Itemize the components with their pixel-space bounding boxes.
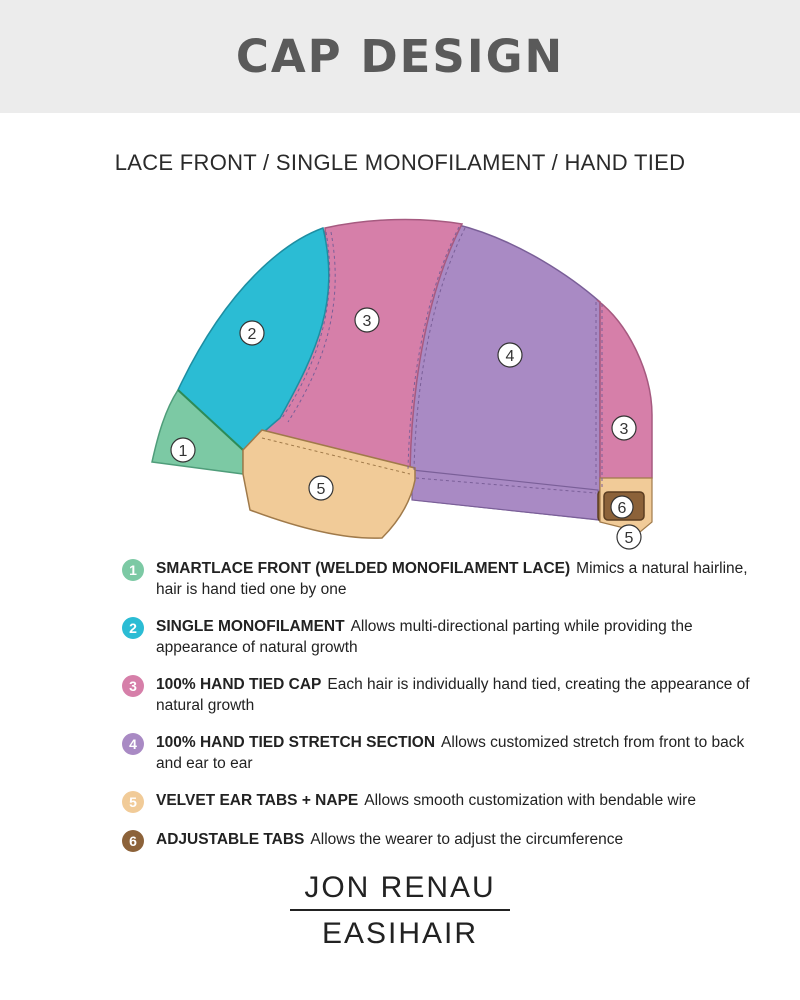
callout-1-label: 1: [178, 443, 188, 460]
callout-2-label: 2: [247, 326, 257, 343]
callout-5-ear-label: 5: [316, 481, 326, 498]
legend-text: [156, 674, 762, 716]
legend-number-badge: 6: [122, 830, 144, 852]
legend-number-badge: 3: [122, 675, 144, 697]
page-title: CAP DESIGN: [235, 30, 565, 83]
legend-text: [156, 829, 623, 850]
legend-title: 100% HAND TIED CAP: [156, 676, 322, 693]
legend-title: ADJUSTABLE TABS: [156, 831, 305, 848]
brand-name: JON RENAU: [304, 871, 496, 904]
legend-description: Allows the wearer to adjust the circumference: [310, 831, 624, 848]
callout-5-nape-label: 5: [624, 530, 634, 547]
legend-text: [156, 558, 762, 600]
brand-sub-name: EASIHAIR: [321, 917, 479, 950]
callout-3-crown-label: 3: [362, 313, 372, 330]
legend-number-badge: 5: [122, 791, 144, 813]
legend-text: [156, 732, 762, 774]
legend-item-1: [122, 558, 762, 600]
legend-description: Allows multi-directional parting while providing the appearance of natural growth: [156, 618, 693, 656]
legend-description: Each hair is individually hand tied, creating the appearance of natural growth: [156, 676, 750, 714]
legend-item-3: [122, 674, 762, 716]
callout-3-back: [612, 416, 636, 440]
brand-logo: [0, 870, 800, 952]
callout-1: [171, 438, 195, 462]
callout-4-label: 4: [505, 348, 515, 365]
legend-description: Allows smooth customization with bendable wire: [364, 792, 696, 809]
legend-text: [156, 790, 696, 811]
callout-5-ear: [309, 476, 333, 500]
legend-number-badge: 2: [122, 617, 144, 639]
callout-4: [498, 343, 522, 367]
callout-6: [611, 496, 633, 518]
cap-type-subtitle: LACE FRONT / SINGLE MONOFILAMENT / HAND TIED: [114, 150, 686, 175]
legend-number-badge: 4: [122, 733, 144, 755]
legend-item-5: [122, 790, 762, 813]
callout-3-crown: [355, 308, 379, 332]
legend-title: SINGLE MONOFILAMENT: [156, 618, 345, 635]
callout-6-label: 6: [617, 500, 627, 517]
legend: [122, 558, 762, 868]
legend-title: SMARTLACE FRONT (WELDED MONOFILAMENT LACE): [156, 560, 571, 577]
callout-3-back-label: 3: [619, 421, 629, 438]
legend-item-6: [122, 829, 762, 852]
legend-title: 100% HAND TIED STRETCH SECTION: [156, 734, 436, 751]
brand-divider: [290, 909, 510, 911]
legend-item-2: [122, 616, 762, 658]
legend-description: Allows customized stretch from front to back and ear to ear: [156, 734, 745, 772]
legend-item-4: [122, 732, 762, 774]
callout-5-nape: [617, 525, 641, 549]
region-hand-tied-back: [597, 300, 652, 490]
legend-text: [156, 616, 762, 658]
legend-title: VELVET EAR TABS + NAPE: [156, 792, 359, 809]
legend-number-badge: 1: [122, 559, 144, 581]
callout-2: [240, 321, 264, 345]
legend-description: Mimics a natural hairline, hair is hand tied one by one: [156, 560, 748, 598]
